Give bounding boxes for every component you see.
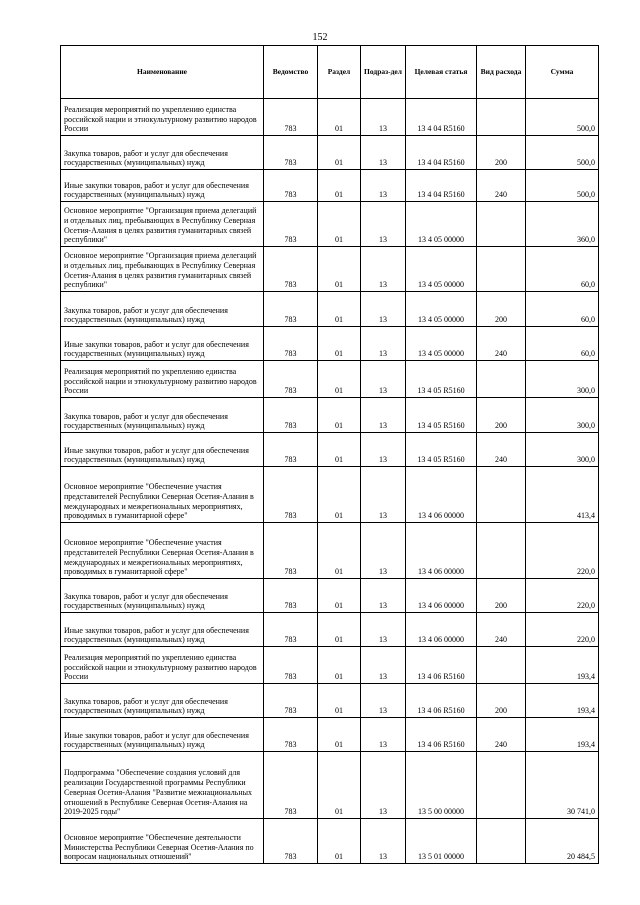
row-sum: 193,4 bbox=[526, 647, 599, 684]
table-row bbox=[61, 752, 599, 819]
row-sum: 360,0 bbox=[526, 202, 599, 247]
row-name: Основное мероприятие "Обеспечение деятельности Министерства Республики Северная Осетия-Алания по вопросам национальных отношений" bbox=[61, 819, 264, 864]
row-section: 01 bbox=[318, 579, 361, 613]
row-name: Реализация мероприятий по укреплению единства российской нации и этнокультурному развитию народов России bbox=[61, 647, 264, 684]
row-name: Закупка товаров, работ и услуг для обеспечения государственных (муниципальных) нужд bbox=[61, 579, 264, 613]
row-dept: 783 bbox=[264, 647, 318, 684]
row-sum: 500,0 bbox=[526, 170, 599, 202]
table-row bbox=[61, 819, 599, 864]
header-exp-type: Вид расхода bbox=[477, 46, 526, 99]
row-name: Закупка товаров, работ и услуг для обеспечения государственных (муниципальных) нужд bbox=[61, 136, 264, 170]
row-section: 01 bbox=[318, 523, 361, 579]
table-row bbox=[61, 202, 599, 247]
row-exp-type: 240 bbox=[477, 433, 526, 467]
row-target: 13 4 06 00000 bbox=[406, 613, 477, 647]
row-exp-type: 240 bbox=[477, 613, 526, 647]
row-dept: 783 bbox=[264, 99, 318, 136]
row-sum: 220,0 bbox=[526, 613, 599, 647]
row-target: 13 4 05 00000 bbox=[406, 327, 477, 361]
row-sum: 220,0 bbox=[526, 579, 599, 613]
row-section: 01 bbox=[318, 361, 361, 398]
row-name: Реализация мероприятий по укреплению единства российской нации и этнокультурному развитию народов России bbox=[61, 361, 264, 398]
row-target: 13 4 06 00000 bbox=[406, 523, 477, 579]
row-subsection: 13 bbox=[361, 647, 406, 684]
row-dept: 783 bbox=[264, 247, 318, 292]
row-section: 01 bbox=[318, 136, 361, 170]
row-sum: 300,0 bbox=[526, 361, 599, 398]
row-section: 01 bbox=[318, 292, 361, 327]
row-name: Закупка товаров, работ и услуг для обеспечения государственных (муниципальных) нужд bbox=[61, 684, 264, 718]
row-exp-type bbox=[477, 99, 526, 136]
row-section: 01 bbox=[318, 613, 361, 647]
table-row bbox=[61, 718, 599, 752]
table-row bbox=[61, 361, 599, 398]
row-section: 01 bbox=[318, 718, 361, 752]
row-exp-type: 200 bbox=[477, 136, 526, 170]
row-exp-type: 200 bbox=[477, 684, 526, 718]
row-target: 13 4 06 R5160 bbox=[406, 684, 477, 718]
table-row bbox=[61, 292, 599, 327]
row-exp-type bbox=[477, 467, 526, 523]
table-row bbox=[61, 523, 599, 579]
row-target: 13 4 06 R5160 bbox=[406, 718, 477, 752]
row-name: Подпрограмма "Обеспечение создания условий для реализации Государственной программы Республики Северная Осетия-Алания "Развитие межнациональных отношений в Республике Северная Осетия-Алания на 2019-2025 годы" bbox=[61, 752, 264, 819]
row-section: 01 bbox=[318, 819, 361, 864]
row-subsection: 13 bbox=[361, 684, 406, 718]
row-exp-type: 200 bbox=[477, 292, 526, 327]
row-section: 01 bbox=[318, 684, 361, 718]
row-target: 13 5 01 00000 bbox=[406, 819, 477, 864]
row-target: 13 4 06 00000 bbox=[406, 579, 477, 613]
row-name: Основное мероприятие "Организация приема делегаций и отдельных лиц, пребывающих в Республику Северная Осетия-Алания в целях развития гуманитарных связей республики" bbox=[61, 247, 264, 292]
row-sum: 300,0 bbox=[526, 433, 599, 467]
row-exp-type bbox=[477, 752, 526, 819]
row-sum: 60,0 bbox=[526, 327, 599, 361]
row-dept: 783 bbox=[264, 361, 318, 398]
row-target: 13 4 05 R5160 bbox=[406, 361, 477, 398]
row-sum: 20 484,5 bbox=[526, 819, 599, 864]
table-row bbox=[61, 467, 599, 523]
row-subsection: 13 bbox=[361, 202, 406, 247]
table-row bbox=[61, 684, 599, 718]
row-sum: 500,0 bbox=[526, 99, 599, 136]
row-target: 13 4 04 R5160 bbox=[406, 170, 477, 202]
row-exp-type: 240 bbox=[477, 170, 526, 202]
row-subsection: 13 bbox=[361, 247, 406, 292]
row-section: 01 bbox=[318, 327, 361, 361]
table-header-row bbox=[61, 46, 599, 99]
row-target: 13 4 05 00000 bbox=[406, 202, 477, 247]
row-subsection: 13 bbox=[361, 170, 406, 202]
budget-table bbox=[60, 45, 599, 864]
row-subsection: 13 bbox=[361, 752, 406, 819]
row-dept: 783 bbox=[264, 613, 318, 647]
row-sum: 413,4 bbox=[526, 467, 599, 523]
row-section: 01 bbox=[318, 99, 361, 136]
header-subsection: Подраз-дел bbox=[361, 46, 406, 99]
row-subsection: 13 bbox=[361, 467, 406, 523]
row-subsection: 13 bbox=[361, 398, 406, 433]
row-target: 13 4 04 R5160 bbox=[406, 136, 477, 170]
row-section: 01 bbox=[318, 170, 361, 202]
row-sum: 30 741,0 bbox=[526, 752, 599, 819]
table-row bbox=[61, 327, 599, 361]
row-sum: 60,0 bbox=[526, 247, 599, 292]
row-subsection: 13 bbox=[361, 718, 406, 752]
row-subsection: 13 bbox=[361, 819, 406, 864]
table-row bbox=[61, 579, 599, 613]
row-exp-type: 200 bbox=[477, 579, 526, 613]
row-name: Закупка товаров, работ и услуг для обеспечения государственных (муниципальных) нужд bbox=[61, 398, 264, 433]
table-row bbox=[61, 398, 599, 433]
row-dept: 783 bbox=[264, 819, 318, 864]
row-sum: 500,0 bbox=[526, 136, 599, 170]
row-name: Иные закупки товаров, работ и услуг для обеспечения государственных (муниципальных) нужд bbox=[61, 613, 264, 647]
table-row bbox=[61, 613, 599, 647]
row-subsection: 13 bbox=[361, 99, 406, 136]
row-subsection: 13 bbox=[361, 327, 406, 361]
row-sum: 300,0 bbox=[526, 398, 599, 433]
row-sum: 60,0 bbox=[526, 292, 599, 327]
row-dept: 783 bbox=[264, 752, 318, 819]
row-name: Иные закупки товаров, работ и услуг для обеспечения государственных (муниципальных) нужд bbox=[61, 433, 264, 467]
row-exp-type: 240 bbox=[477, 327, 526, 361]
row-target: 13 4 05 00000 bbox=[406, 292, 477, 327]
row-exp-type bbox=[477, 819, 526, 864]
table-row bbox=[61, 247, 599, 292]
row-subsection: 13 bbox=[361, 523, 406, 579]
page-number: 152 bbox=[312, 32, 328, 43]
row-dept: 783 bbox=[264, 467, 318, 523]
row-section: 01 bbox=[318, 202, 361, 247]
row-name: Основное мероприятие "Организация приема делегаций и отдельных лиц, пребывающих в Республику Северная Осетия-Алания в целях развития гуманитарных связей республики" bbox=[61, 202, 264, 247]
row-subsection: 13 bbox=[361, 433, 406, 467]
row-name: Иные закупки товаров, работ и услуг для обеспечения государственных (муниципальных) нужд bbox=[61, 718, 264, 752]
row-subsection: 13 bbox=[361, 292, 406, 327]
row-section: 01 bbox=[318, 647, 361, 684]
row-name: Иные закупки товаров, работ и услуг для обеспечения государственных (муниципальных) нужд bbox=[61, 327, 264, 361]
row-target: 13 4 06 00000 bbox=[406, 467, 477, 523]
row-section: 01 bbox=[318, 398, 361, 433]
row-section: 01 bbox=[318, 247, 361, 292]
row-dept: 783 bbox=[264, 523, 318, 579]
row-exp-type bbox=[477, 523, 526, 579]
row-target: 13 4 04 R5160 bbox=[406, 99, 477, 136]
row-dept: 783 bbox=[264, 684, 318, 718]
row-target: 13 4 05 R5160 bbox=[406, 433, 477, 467]
row-dept: 783 bbox=[264, 136, 318, 170]
row-exp-type bbox=[477, 361, 526, 398]
row-sum: 220,0 bbox=[526, 523, 599, 579]
row-target: 13 4 06 R5160 bbox=[406, 647, 477, 684]
table-row bbox=[61, 136, 599, 170]
row-dept: 783 bbox=[264, 292, 318, 327]
row-dept: 783 bbox=[264, 327, 318, 361]
table-row bbox=[61, 433, 599, 467]
row-subsection: 13 bbox=[361, 136, 406, 170]
row-name: Основное мероприятие "Обеспечение участия представителей Республики Северная Осетия-Алания в международных и межрегиональных мероприятиях, проводимых в гуманитарной сфере" bbox=[61, 467, 264, 523]
row-subsection: 13 bbox=[361, 361, 406, 398]
row-target: 13 5 00 00000 bbox=[406, 752, 477, 819]
row-exp-type bbox=[477, 647, 526, 684]
table-row bbox=[61, 647, 599, 684]
row-dept: 783 bbox=[264, 170, 318, 202]
row-subsection: 13 bbox=[361, 579, 406, 613]
row-name: Закупка товаров, работ и услуг для обеспечения государственных (муниципальных) нужд bbox=[61, 292, 264, 327]
row-subsection: 13 bbox=[361, 613, 406, 647]
row-dept: 783 bbox=[264, 718, 318, 752]
row-dept: 783 bbox=[264, 202, 318, 247]
header-dept: Ведомство bbox=[264, 46, 318, 99]
row-section: 01 bbox=[318, 433, 361, 467]
row-sum: 193,4 bbox=[526, 718, 599, 752]
header-section: Раздел bbox=[318, 46, 361, 99]
row-exp-type bbox=[477, 247, 526, 292]
row-name: Основное мероприятие "Обеспечение участия представителей Республики Северная Осетия-Алания в международных и межрегиональных мероприятиях, проводимых в гуманитарной сфере" bbox=[61, 523, 264, 579]
header-name: Наименование bbox=[61, 46, 264, 99]
row-section: 01 bbox=[318, 752, 361, 819]
row-dept: 783 bbox=[264, 398, 318, 433]
row-name: Иные закупки товаров, работ и услуг для обеспечения государственных (муниципальных) нужд bbox=[61, 170, 264, 202]
row-section: 01 bbox=[318, 467, 361, 523]
row-name: Реализация мероприятий по укреплению единства российской нации и этнокультурному развитию народов России bbox=[61, 99, 264, 136]
row-exp-type: 240 bbox=[477, 718, 526, 752]
row-exp-type bbox=[477, 202, 526, 247]
row-dept: 783 bbox=[264, 433, 318, 467]
row-target: 13 4 05 00000 bbox=[406, 247, 477, 292]
table-row bbox=[61, 99, 599, 136]
header-target: Целевая статья bbox=[406, 46, 477, 99]
table-row bbox=[61, 170, 599, 202]
row-sum: 193,4 bbox=[526, 684, 599, 718]
row-target: 13 4 05 R5160 bbox=[406, 398, 477, 433]
header-sum: Сумма bbox=[526, 46, 599, 99]
row-exp-type: 200 bbox=[477, 398, 526, 433]
row-dept: 783 bbox=[264, 579, 318, 613]
